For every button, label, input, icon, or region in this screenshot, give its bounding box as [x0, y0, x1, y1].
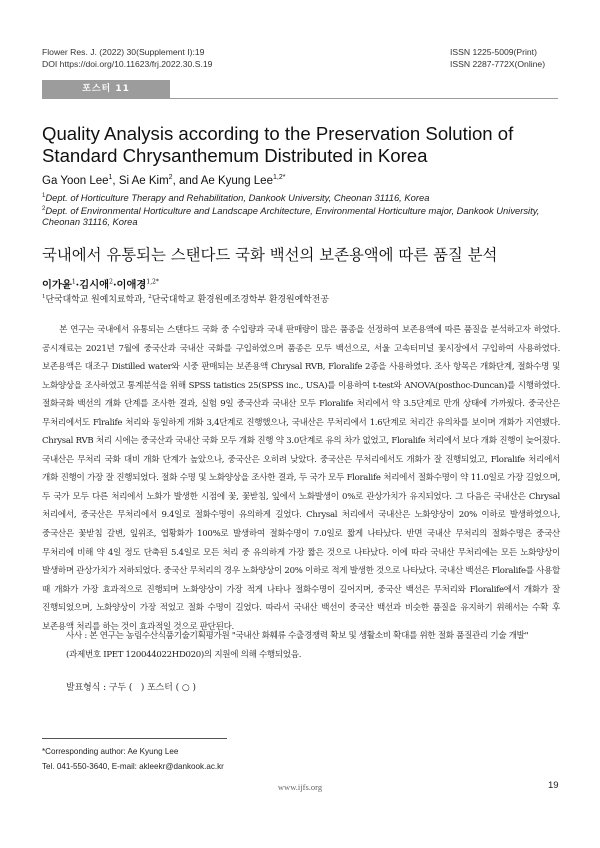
presentation-type: 발표형식 : 구두 ( ) 포스터 ( ○ )	[66, 683, 196, 693]
author-name: 이애경	[116, 279, 147, 291]
affiliation-text: Dept. of Environmental Horticulture and Landscape Architecture, Environmental Horticulture major, Dankook University, Cheonan 31116, Korea	[42, 204, 540, 228]
author-joiner: ,	[112, 174, 119, 187]
affiliation-text: 단국대학교 환경원예조경학부 환경원예학전공	[151, 295, 329, 305]
author-name: 김시애	[79, 279, 110, 291]
author-affil-sup: 1,2*	[146, 278, 159, 286]
affiliation-sup: 2	[42, 205, 46, 212]
issn-online: ISSN 2287-772X(Online)	[450, 58, 546, 69]
affiliation-sup: 1	[42, 193, 46, 199]
author-name: 이가윤	[42, 279, 72, 291]
author-affil-sup: 2	[109, 278, 113, 286]
author-name: Si Ae Kim	[118, 174, 169, 187]
journal-header-left	[42, 47, 212, 70]
english-title: Quality Analysis according to the Preservation Solution of Standard Chrysanthemum Distributed in Korea	[42, 123, 514, 166]
doi-line: DOI https://doi.org/10.11623/frj.2022.30.S.19	[42, 58, 213, 69]
affiliation-text: 단국대학교 원예치료학과,	[45, 295, 149, 305]
english-authors	[42, 174, 285, 187]
affiliation-text: Dept. of Horticulture Therapy and Rehabilitation, Dankook University, Cheonan 31116, Korea	[45, 192, 430, 204]
page-number: 19	[548, 780, 559, 791]
issn-print: ISSN 1225-5009(Print)	[450, 47, 537, 57]
author-joiner: , and	[172, 174, 201, 187]
affiliation-line	[42, 191, 562, 204]
author-name: Ae Kyung Lee	[200, 174, 273, 187]
journal-header-right	[450, 47, 545, 70]
badge-rule	[170, 98, 558, 99]
author-separator: ·	[75, 279, 80, 291]
poster-badge: 포스터 11	[42, 80, 170, 99]
author-affil-sup: 1	[108, 174, 113, 181]
affiliation-line	[42, 204, 562, 228]
english-affiliations	[42, 191, 562, 228]
author-affil-sup: 1,2*	[272, 174, 286, 181]
footnote-rule	[42, 738, 227, 739]
footnote	[42, 744, 224, 774]
footer-url: www.ijfs.org	[277, 782, 323, 792]
korean-affiliations	[42, 292, 329, 305]
author-affil-sup: 2	[168, 174, 173, 181]
affiliation-sup: 1	[42, 294, 46, 301]
contact-info: Tel. 041-550-3640, E-mail: akleekr@dankook.ac.kr	[42, 762, 224, 771]
affiliation-sup: 2	[148, 294, 152, 301]
corresponding-author: *Corresponding author: Ae Kyung Lee	[42, 747, 179, 756]
author-affil-sup: 1	[71, 278, 76, 286]
korean-authors	[42, 276, 159, 291]
acknowledgement: 사사 : 본 연구는 농림수산식품기술기획평가원 "국내산 화훼류 수출경쟁력 확보 및 생활소비 확대를 위한 절화 품질관리 기술 개발"(과제번호 IPET 120044022HD020)의 지원에 의해 수행되었음.	[66, 631, 529, 660]
abstract-body: 본 연구는 국내에서 유통되는 스탠다드 국화 중 수입량과 국내 판매량이 많은 품종을 선정하여 보존용액에 따른 품질을 분석하고자 하였다. 공시재료는 2021년 7월에 중국산과 국내산 국화를 구입하였으며 품종은 모두 백선으로, 서울 고속터미널 꽃시장에서 구입하여 사용하였다. 보존용액은 대조구 Distilled water와 시중 판매되는 보존용액 Chrysal RVB, Floralife 2종을 사용하였다. 조사 항목은 개화단계, 절화수명 및 노화양상을 조사하였고 통계분석을 위해 SPSS tatistics 25(SPSS inc., USA)를 이용하여 t-test와 ANOVA(posthoc-Duncan)를 시행하였다. 절화국화 백선의 개화 단계를 조사한 결과, 실험 9일 중국산과 국내산 모두 Floralife 처리에서 약 3.5단계로 만개 상태에 가까웠다. 중국산은 무처리에서도 Flralife 처리와 동일하게 개화 3,4단계로 진행했으나, 국내산은 무처리에서 1.6단계로 처리간 유의차를 보이며 개화가 지연됐다. Chrysal RVB 처리 시에는 중국산과 국내산 국화 모두 개화 진행 약 3.0단계로 유의 차가 없었고, Floralife 처리에서 보다 개화 진행이 늦어졌다. 국내산은 무처리 국화 대비 개화 단계가 높았으나, 중국산은 오히려 낮았다. 중국산은 무처리에서도 개화가 잘 진행되었고, Floralife 처리에서 개화 진행이 가장 잘 진행되었다. 절화 수명 및 노화양상을 조사한 결과, 두 국가 모두 Floralife 처리에서 절화수명이 약 11.0일로 가장 길었으며, 두 국가 모두 다른 처리에서 노화가 발생한 시점에 꽃, 꽃받침, 잎에서 노화발생이 0%로 관상가치가 유지되었다. 그 다음은 국내산은 Chrysal 처리에서, 중국산은 무처리에서 9.4일로 절화수명이 유의하게 길었다. Chrysal 처리에서 국내산은 노화양상이 20% 이하로 발생하였으나, 중국산은 꽃받침 갈변, 잎위조, 엽황화가 100%로 발생하여 절화수명이 7.0일로 짧게 나타났다. 반면 국내산 무처리의 절화수명은 중국산 무처리에 비해 약 4일 정도 단축된 5.4일로 모든 처리 중 유의하게 가장 짧은 것으로 나타났다. 이에 따라 국내산 무처리에는 모든 노화양상이 발생하며 관상가치가 저하되었다. 중국산 무처리의 경우 노화양상이 20% 이하로 적게 발생한 것으로 나타났다. 국내산 백선은 Floralife를 사용할 때 개화가 가장 효과적으로 진행되며 노화양상이 가장 적게 나타나 절화수명이 길어지며, 중국산 백선은 무처리와 Floralife에서 개화가 잘 진행되었으며, 노화양상이 가장 적었고 절화 수명이 길었다. 따라서 국내산 백선이 중국산 백선과 비슷한 품질을 유지하기 위해서는 수확 후 보존용액 처리를 하는 것이 효과적일 것으로 판단된다.	[42, 325, 560, 632]
author-separator: ·	[112, 279, 117, 291]
journal-citation: Flower Res. J. (2022) 30(Supplement I):19	[42, 47, 205, 57]
korean-title: 국내에서 유통되는 스탠다드 국화 백선의 보존용액에 따른 품질 분석	[42, 246, 498, 264]
author-name: Ga Yoon Lee	[42, 174, 109, 187]
